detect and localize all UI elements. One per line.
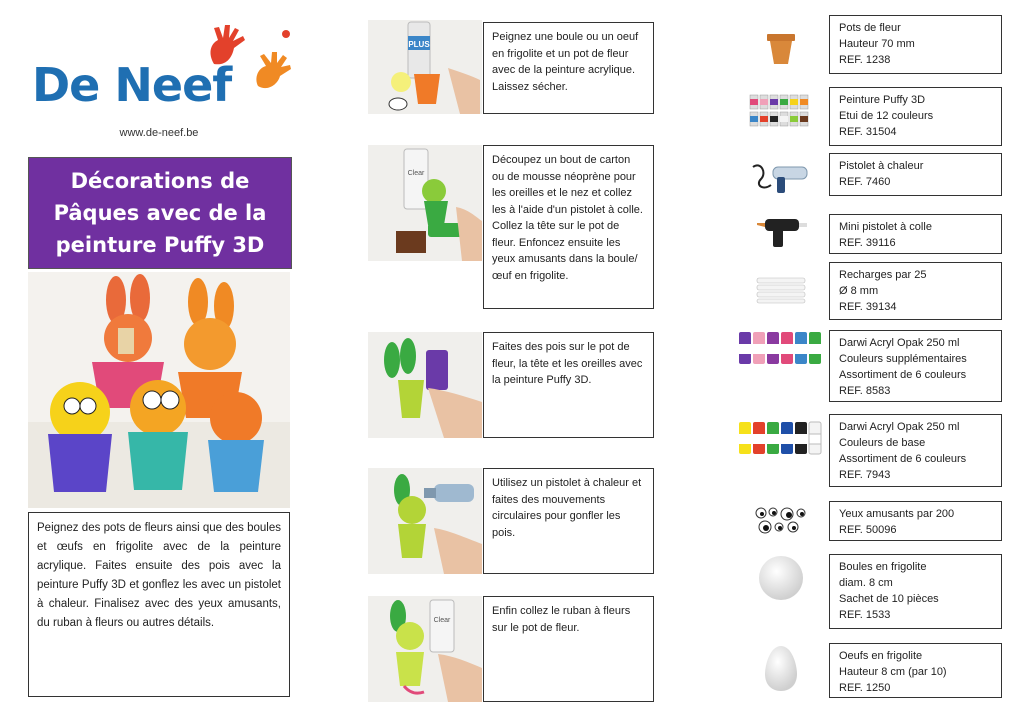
step-4-text: Utilisez un pistolet à chaleur et faites des mouvements circulaires pour gonfler les pois. bbox=[483, 468, 654, 574]
product-line: Couleurs de base bbox=[839, 437, 926, 449]
puffy-paint-set-icon bbox=[735, 88, 827, 132]
product-line: REF. 31504 bbox=[839, 126, 897, 138]
step-5-photo bbox=[368, 596, 482, 702]
flower-pot-icon bbox=[735, 26, 827, 70]
acrylic-paint-basic-icon bbox=[735, 416, 827, 460]
step-2-bottle-label: Clear bbox=[407, 170, 425, 177]
acrylic-paint-extra-icon bbox=[735, 326, 827, 370]
step-1-text: Peignez une boule ou un oeuf en frigolite et un pot de fleur avec de la peinture acrylique. Laissez sécher. bbox=[483, 22, 654, 114]
product-line: REF. 1533 bbox=[839, 609, 891, 621]
product-line: Oeufs en frigolite bbox=[839, 650, 923, 662]
product-3 bbox=[829, 153, 1002, 196]
product-line: Hauteur 8 cm (par 10) bbox=[839, 666, 947, 678]
foam-ball-icon bbox=[735, 550, 827, 606]
step-1-bottle-label: PLUS bbox=[408, 40, 430, 49]
foam-egg-icon bbox=[735, 640, 827, 696]
product-9 bbox=[829, 554, 1002, 629]
product-5 bbox=[829, 262, 1002, 320]
product-line: Darwi Acryl Opak 250 ml bbox=[839, 421, 960, 433]
product-line: REF. 1250 bbox=[839, 682, 891, 694]
product-6 bbox=[829, 330, 1002, 402]
step-2-photo bbox=[368, 145, 482, 261]
product-line: REF. 39134 bbox=[839, 301, 897, 313]
product-line: Yeux amusants par 200 bbox=[839, 508, 955, 520]
product-line: Assortiment de 6 couleurs bbox=[839, 453, 967, 465]
product-line: Sachet de 10 pièces bbox=[839, 593, 939, 605]
glue-sticks-icon bbox=[735, 270, 827, 310]
step-4-photo bbox=[368, 468, 482, 574]
product-line: REF. 1238 bbox=[839, 54, 891, 66]
product-line: Etui de 12 couleurs bbox=[839, 110, 934, 122]
product-line: Peinture Puffy 3D bbox=[839, 94, 926, 106]
product-1 bbox=[829, 15, 1002, 74]
product-line: REF. 7460 bbox=[839, 176, 891, 188]
website-link[interactable]: www.de-neef.be bbox=[119, 127, 199, 139]
product-line: Pistolet à chaleur bbox=[839, 160, 924, 172]
product-line: REF. 8583 bbox=[839, 385, 891, 397]
product-line: Pots de fleur bbox=[839, 22, 901, 34]
product-line: Darwi Acryl Opak 250 ml bbox=[839, 337, 960, 349]
orange-hand-icon bbox=[250, 50, 294, 94]
glue-gun-icon bbox=[735, 211, 827, 251]
logo-text: De Neef bbox=[32, 58, 232, 112]
page-title: Décorations de Pâques avec de la peinture Puffy 3D bbox=[53, 169, 267, 257]
product-7 bbox=[829, 414, 1002, 487]
product-line: Assortiment de 6 couleurs bbox=[839, 369, 967, 381]
step-3-photo bbox=[368, 332, 482, 438]
hero-photo bbox=[28, 272, 290, 508]
step-2-text: Découpez un bout de carton ou de mousse néoprène pour les oreilles et le nez et collez les à l'aide d'un pistolet à colle. Collez la tête sur le pot de fleur. Enfoncez ensuite les yeux amusants dans la boule/œuf en frigolite. bbox=[483, 145, 654, 309]
product-8 bbox=[829, 501, 1002, 541]
title-banner bbox=[28, 157, 292, 269]
product-line: Mini pistolet à colle bbox=[839, 221, 932, 233]
product-line: diam. 8 cm bbox=[839, 577, 893, 589]
heat-gun-icon bbox=[735, 155, 827, 199]
product-line: REF. 50096 bbox=[839, 524, 897, 536]
product-4 bbox=[829, 214, 1002, 254]
product-line: REF. 7943 bbox=[839, 469, 891, 481]
red-splash-icon bbox=[280, 28, 292, 40]
product-line: Couleurs supplémentaires bbox=[839, 353, 967, 365]
step-3-text: Faites des pois sur le pot de fleur, la tête et les oreilles avec la peinture Puffy 3D. bbox=[483, 332, 654, 438]
product-line: Recharges par 25 bbox=[839, 269, 927, 281]
product-2 bbox=[829, 87, 1002, 146]
product-10 bbox=[829, 643, 1002, 698]
product-line: REF. 39116 bbox=[839, 237, 896, 249]
googly-eyes-icon bbox=[735, 500, 827, 540]
product-line: Ø 8 mm bbox=[839, 285, 879, 297]
intro-text: Peignez des pots de fleurs ainsi que des boules et œufs en frigolite avec de la peinture acrylique. Faites ensuite des pois avec la peinture Puffy 3D et gonflez les avec un pistolet à chaleur. Finalisez avec des yeux amusants, du ruban à fleurs ou autres détails. bbox=[28, 512, 290, 697]
step-1-photo bbox=[368, 20, 482, 114]
product-line: Hauteur 70 mm bbox=[839, 38, 915, 50]
brand-logo bbox=[28, 22, 290, 112]
step-5-text: Enfin collez le ruban à fleurs sur le pot de fleur. bbox=[483, 596, 654, 702]
product-line: Boules en frigolite bbox=[839, 561, 927, 573]
step-5-bottle-label: Clear bbox=[433, 617, 451, 624]
